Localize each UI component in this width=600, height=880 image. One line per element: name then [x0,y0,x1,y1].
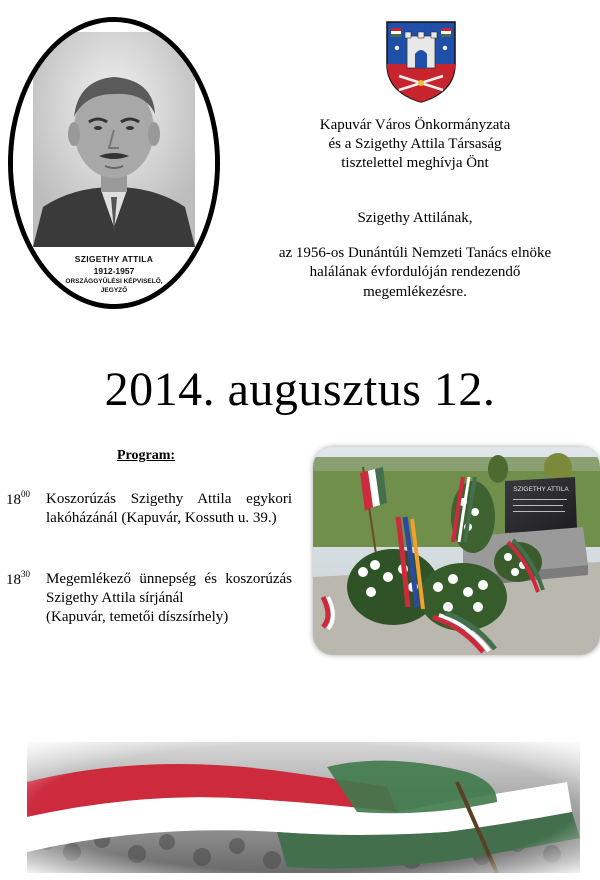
program-time: $18^{30}$ [6,569,30,588]
event-description-line: megemlékezésre. [363,284,467,300]
program-time: $18^{00}$ [6,489,30,508]
honoree-name: Szigethy Attilának, [357,210,473,226]
event-description-line: halálának évfordulóján rendezendő [309,264,521,280]
program-title: Program: [117,448,176,463]
program-item-text: lakóházánál (Kapuvár, Kossuth u. 39.) [46,510,277,526]
organizer-line: Kapuvár Város Önkormányzata [319,117,511,133]
portrait-caption-years: 1912-1957 [93,266,135,276]
invitation-line: tisztelettel meghívja Önt [341,155,489,171]
kapuvar-coat-of-arms-icon [385,20,457,104]
portrait-caption-name: SZIGETHY ATTILA [74,254,154,264]
grave-photo [313,447,600,655]
event-date: 2014. augusztus 12. [104,363,496,416]
portrait-frame [8,17,220,309]
portrait-caption-role: JEGYZŐ [100,287,128,294]
program-item-text: Koszorúzás Szigethy Attila egykori [46,491,292,507]
flag-crowd-banner [27,742,580,873]
headstone-text: SZIGETHY ATTILA [513,486,569,493]
portrait-caption-role: ORSZÁGGYŰLÉSI KÉPVISELŐ, [65,278,163,285]
organizer-line: és a Szigethy Attila Társaság [328,136,502,152]
program-item-text: Megemlékező ünnepség és koszorúzás [46,571,292,587]
program-item-text: Szigethy Attila sírjánál [46,590,184,606]
program-item-text: (Kapuvár, temetői díszsírhely) [46,609,229,625]
event-description-line: az 1956-os Dunántúli Nemzeti Tanács elnöke [278,245,552,261]
